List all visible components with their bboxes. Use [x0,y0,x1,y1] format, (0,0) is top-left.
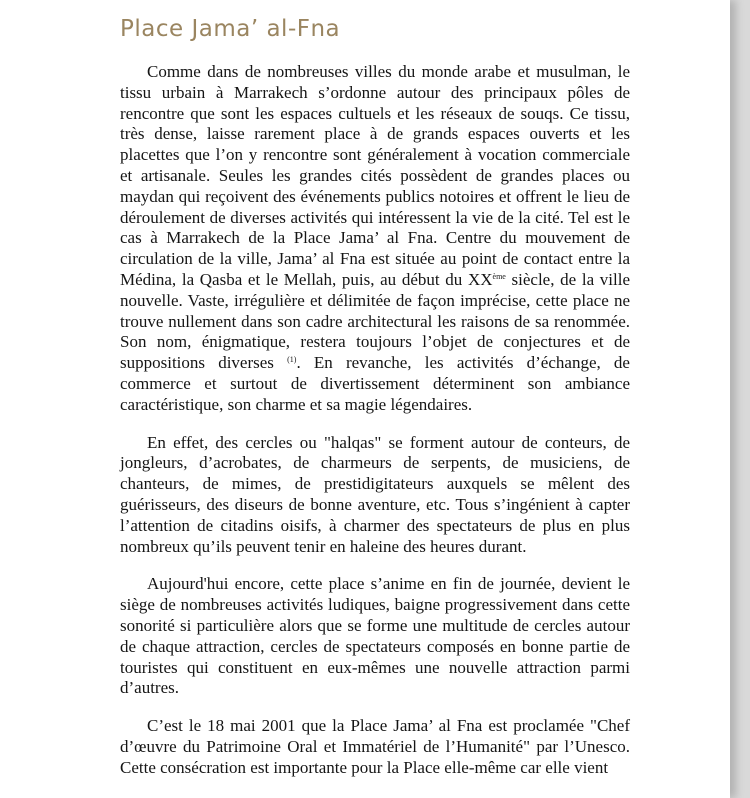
paragraph-4: C’est le 18 mai 2001 que la Place Jama’ al Fna est proclamée "Chef d’œuvre du Patrimoine Oral et Immatériel de l’Humanité" par l’Unesco. Cette consécration est importante pour la Place elle-même car elle vient [120,716,630,777]
footnote-marker: (1) [287,355,297,365]
document-body [120,62,630,796]
paragraph-1-text-c: . En revanche, les activités d’échange, de commerce et surtout de divertissement déterminent son ambiance caractéristique, son charme et sa magie légendaires. [120,353,630,414]
paragraph-2: En effet, des cercles ou "halqas" se forment autour de conteurs, de jongleurs, d’acrobates, de charmeurs de serpents, de musiciens, de chanteurs, de mimes, de prestidigitateurs auxquels se mêlent des guérisseurs, des diseurs de bonne aventure, etc. Tous s’ingénient à capter l’attention de citadins oisifs, à charmer des spectateurs de plus en plus nombreux qu’ils peuvent tenir en haleine des heures durant. [120,432,630,556]
paragraph-1-text-b: siècle, de la ville nouvelle. Vaste, irrégulière et délimitée de façon imprécise, cette place ne trouve nullement dans son cadre architectural les raisons de sa renommée. Son nom, énigmatique, restera toujours l’objet de conjectures et de suppositions diverses [120,269,630,373]
paragraph-3: Aujourd'hui encore, cette place s’anime en fin de journée, devient le siège de nombreuses activités ludiques, baigne progressivement dans cette sonorité si particulière alors que se forme une multitude de cercles autour de chaque attraction, cercles de spectateurs composés en bonne partie de touristes qui constituent en eux-mêmes une nouvelle attraction parmi d’autres. [120,574,630,698]
page-title: Place Jama’ al-Fna [120,16,341,42]
century-superscript: ème [492,271,506,281]
paragraph-1 [120,62,630,416]
paragraph-1-text-a: Comme dans de nombreuses villes du monde arabe et musulman, le tissu urbain à Marrakech s’ordonne autour des principaux pôles de rencontre que sont les espaces cultuels et les réseaux de souqs. Ce tissu, très dense, laisse rarement place à de grands espaces ouverts et les placettes que l’on y rencontre sont généralement à vocation commerciale et artisanale. Seules les grandes cités possèdent de grandes places ou maydan qui reçoivent des événements publics notoires et offrent le lieu de déroulement de diverses activités qui intéressent la vie de la cité. Tel est le cas à Marrakech de la Place Jama’ al Fna. Centre du mouvement de circulation de la ville, Jama’ al Fna est située au point de contact entre la Médina, la Qasba et le Mellah, puis, au début du XX [120,62,630,289]
